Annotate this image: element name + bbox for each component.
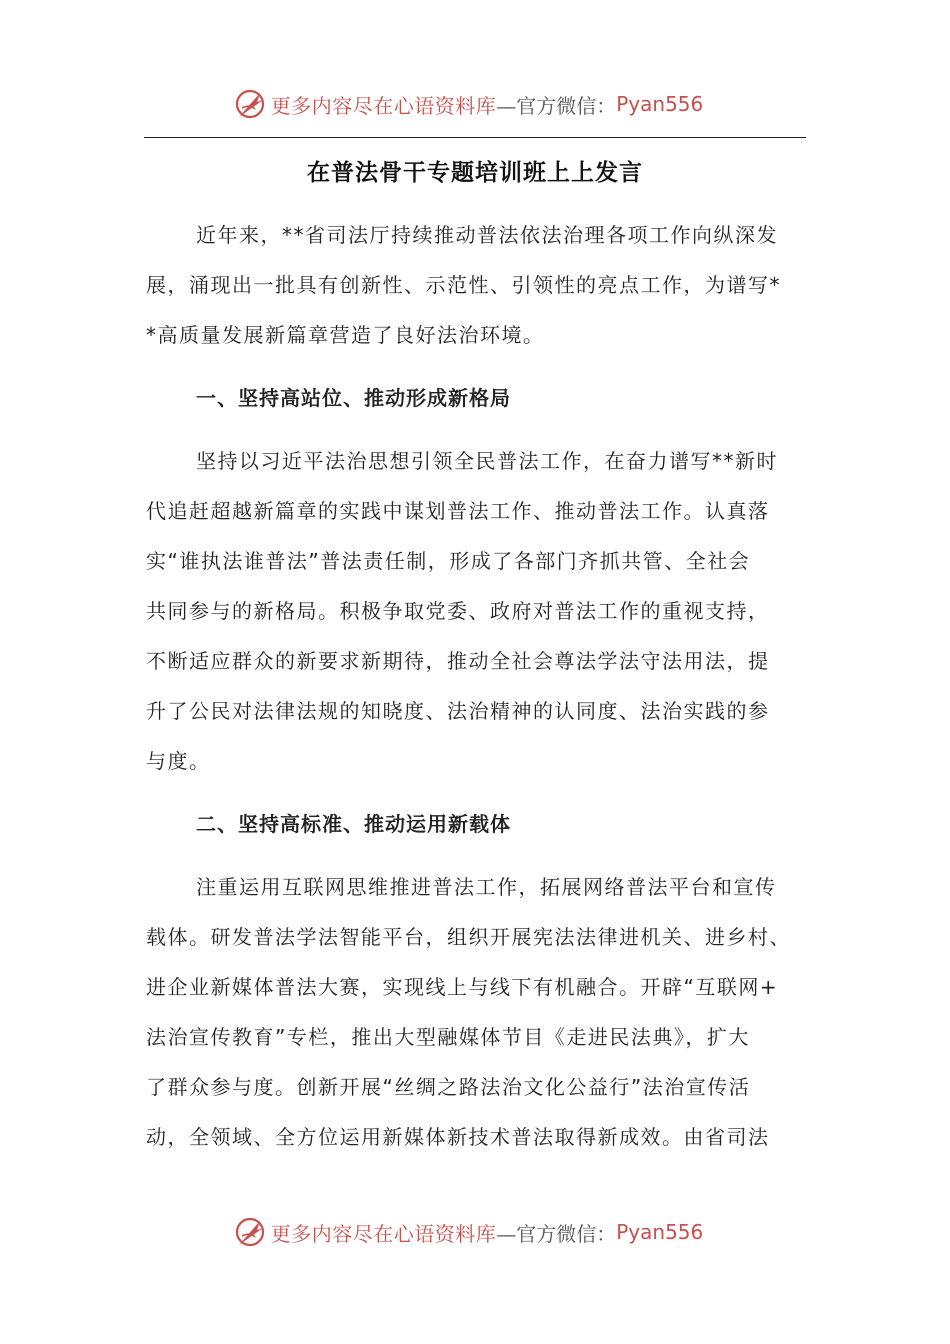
header-divider <box>144 137 806 138</box>
paragraph-line: 了群众参与度。创新开展“丝绸之路法治文化公益行”法治宣传活 <box>146 1075 751 1099</box>
paragraph-line: 坚持以习近平法治思想引领全民普法工作，在奋力谱写**新时 <box>196 449 778 473</box>
paragraph-line: 进企业新媒体普法大赛，实现线上与线下有机融合。开辟“互联网+ <box>146 975 779 999</box>
watermark-wechat-label: —官方微信： <box>496 93 617 118</box>
watermark-text: 更多内容尽在心语资料库 <box>270 93 497 118</box>
paragraph-line: 与度。 <box>146 749 211 773</box>
watermark-header <box>0 84 950 124</box>
paragraph-line: 动，全领域、全方位运用新媒体新技术普法取得新成效。由省司法 <box>146 1125 770 1149</box>
paragraph-line: *高质量发展新篇章营造了良好法治环境。 <box>146 323 545 347</box>
paragraph-line: 载体。研发普法学法智能平台，组织开展宪法法律进机关、进乡村、 <box>146 925 791 949</box>
section-paragraph <box>146 862 806 1162</box>
watermark-text: 更多内容尽在心语资料库 <box>270 1221 497 1246</box>
intro-paragraph <box>146 210 806 360</box>
watermark-wechat-id: Pyan556 <box>616 1220 704 1244</box>
quill-logo-icon <box>233 87 267 121</box>
watermark-footer <box>0 1212 950 1252</box>
document-body <box>146 210 806 1175</box>
quill-logo-icon <box>233 1215 267 1249</box>
paragraph-line: 不断适应群众的新要求新期待，推动全社会尊法学法守法用法，提 <box>146 649 770 673</box>
section-paragraph <box>146 436 806 786</box>
paragraph-line: 代追赶超越新篇章的实践中谋划普法工作、推动普法工作。认真落 <box>146 499 770 523</box>
section-heading: 一、坚持高站位、推动形成新格局 <box>196 386 511 410</box>
paragraph-line: 展，涌现出一批具有创新性、示范性、引领性的亮点工作，为谱写* <box>146 273 781 297</box>
paragraph-line: 注重运用互联网思维推进普法工作，拓展网络普法平台和宣传 <box>196 875 777 899</box>
paragraph-line: 共同参与的新格局。积极争取党委、政府对普法工作的重视支持， <box>146 599 770 623</box>
watermark-wechat-id: Pyan556 <box>616 92 704 116</box>
paragraph-line: 升了公民对法律法规的知晓度、法治精神的认同度、法治实践的参 <box>146 699 770 723</box>
document-title: 在普法骨干专题培训班上上发言 <box>307 160 643 186</box>
watermark-wechat-label: —官方微信： <box>496 1221 617 1246</box>
paragraph-line: 近年来，**省司法厅持续推动普法依法治理各项工作向纵深发 <box>196 223 778 247</box>
paragraph-line: 实“谁执法谁普法”普法责任制，形成了各部门齐抓共管、全社会 <box>146 549 751 573</box>
paragraph-line: 法治宣传教育”专栏，推出大型融媒体节目《走进民法典》，扩大 <box>146 1025 750 1049</box>
section-heading: 二、坚持高标准、推动运用新载体 <box>196 812 511 836</box>
